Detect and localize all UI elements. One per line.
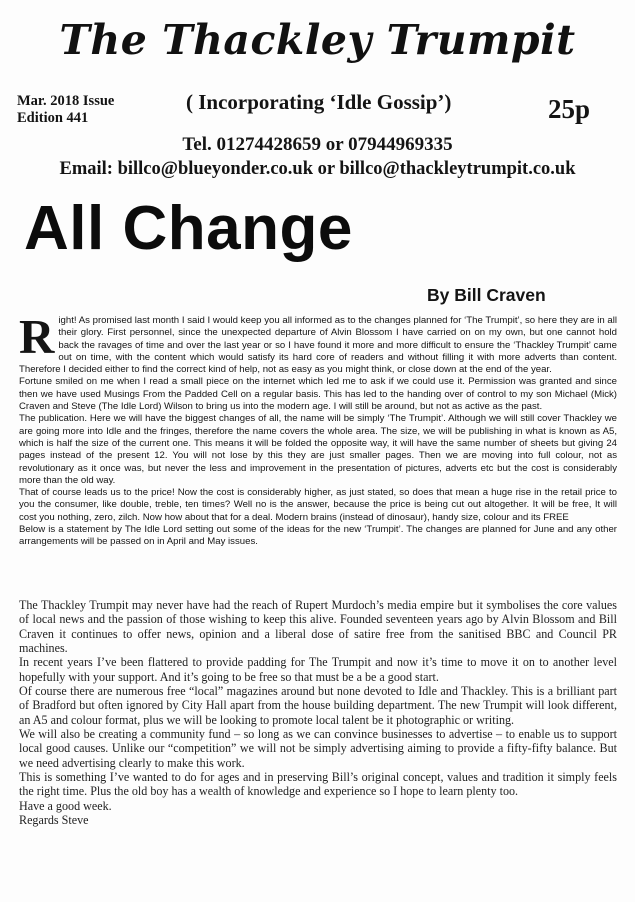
edition-number: Edition 441 (17, 110, 89, 126)
masthead-title: The Thackley Trumpit (59, 16, 576, 64)
email-line: Email: billco@blueyonder.co.uk or billco@thackleytrumpit.co.uk (59, 159, 576, 179)
article-paragraph: That of course leads us to the price! Now the cost is considerably higher, as just stated, so does that mean a huge rise in the retail price to you the consumer, like double, treble, ten times? Well no is the answer, because the price is being cut out altogether. It will be free, It will cost you nothing, zero, zilch. Now how about that for a deal. Modern brains (instead of dinosaur), handy size, colour and its FREE (19, 487, 617, 523)
article-paragraph: The publication. Here we will have the biggest changes of all, the name will be simply ‘The Trumpit’. Although we will still cover Thackley we are going more into Idle and the fringes, therefore the name covers the whole area. The size, we will be publishing in what is known as A5, which is half the size of the current one. This means it will be folded the opposite way, it will have the same number of sheets but giving 24 pages instead of the present 12. You will not lose by this they are just smaller pages. Then we are moving into full colour, not as revolutionary as it once was, but never the less and improvement in the presentation of pictures, adverts etc but the cost is considerably more than the old way. (19, 413, 617, 486)
statement-signature: Regards Steve (19, 813, 89, 828)
article-headline: All Change (24, 194, 353, 263)
statement-paragraph: This is something I’ve wanted to do for ages and in preserving Bill’s original concept, values and tradition it simply feels the right time. Plus the old boy has a wealth of knowledge and experience so I hope to learn plenty too. (19, 770, 617, 799)
article-paragraph: Fortune smiled on me when I read a small piece on the internet which led me to ask if we could use it. Permission was granted and since then we have used Musings From the Padded Cell on a regular basis. This has led to the handing over of control to my son Michael (Mick) Craven and Steve (The Idle Lord) Wilson to bring us into the modern age. I will still be around, but not as active as the past. (19, 376, 617, 413)
statement-paragraph: We will also be creating a community fund – so long as we can convince businesses to advertise – to enable us to support local good causes. Unlike our “competition” we will not be simply advertising aiming to provide a fifty-fifty balance. But we need advertising clearly to make this work. (19, 727, 617, 770)
statement-paragraph: In recent years I’ve been flattered to provide padding for The Trumpit and now it’s time to move it on to another level hopefully with your support. And it’s going to be free so that must be a be a good start. (19, 655, 617, 684)
issue-date: Mar. 2018 Issue (17, 93, 115, 109)
paragraph-text: ight! As promised last month I said I would keep you all informed as to the changes planned for ‘The Trumpit’, so here they are in all their glory. First personnel, since the unexpected departure of Alvin Blossom I have carried on on my own, but one cannot hold back the ravages of time and over the last year or so I have found it more and more difficult to ensure the ‘Thackley Trumpit’ came out on time, with the content which would satisfy its hard core of readers and without filling it with more adverts than content. Therefore I decided either to find the correct kind of help, not as easy as you might think, or close down at the end of the year. (19, 315, 617, 376)
statement-paragraph: The Thackley Trumpit may never have had the reach of Rupert Murdoch’s media empire but it symbolises the core values of local news and the passion of those wishing to keep this alive. Founded seventeen years ago by Alvin Blossom and Bill Craven it continues to offer news, opinion and a liberal dose of satire free from the sanitised BBC and Council PR machines. (19, 598, 617, 656)
article-body (19, 309, 617, 549)
drop-cap: R (19, 309, 55, 364)
statement-signoff: Have a good week. (19, 798, 112, 813)
telephone-line: Tel. 01274428659 or 07944969335 (182, 134, 453, 155)
masthead-subtitle: ( Incorporating ‘Idle Gossip’) (186, 90, 452, 114)
issue-info (17, 93, 114, 127)
statement-paragraph: Of course there are numerous free “local” magazines around but none devoted to Idle and Thackley. This is a brilliant part of Bradford but often ignored by City Hall apart from the house building department. The new Trumpit will look different, an A5 and colour format, plus we will be looking to promote local talent be it photographic or writing. (19, 684, 617, 727)
article-byline: By Bill Craven (427, 285, 546, 305)
article-paragraph: Below is a statement by The Idle Lord setting out some of the ideas for the new ‘Trumpit’. The changes are planned for June and any other arrangements will be passed on in April and May issues. (19, 524, 617, 548)
article-paragraph (19, 309, 617, 376)
price-label: 25p (548, 94, 591, 124)
idle-lord-statement (19, 598, 617, 828)
